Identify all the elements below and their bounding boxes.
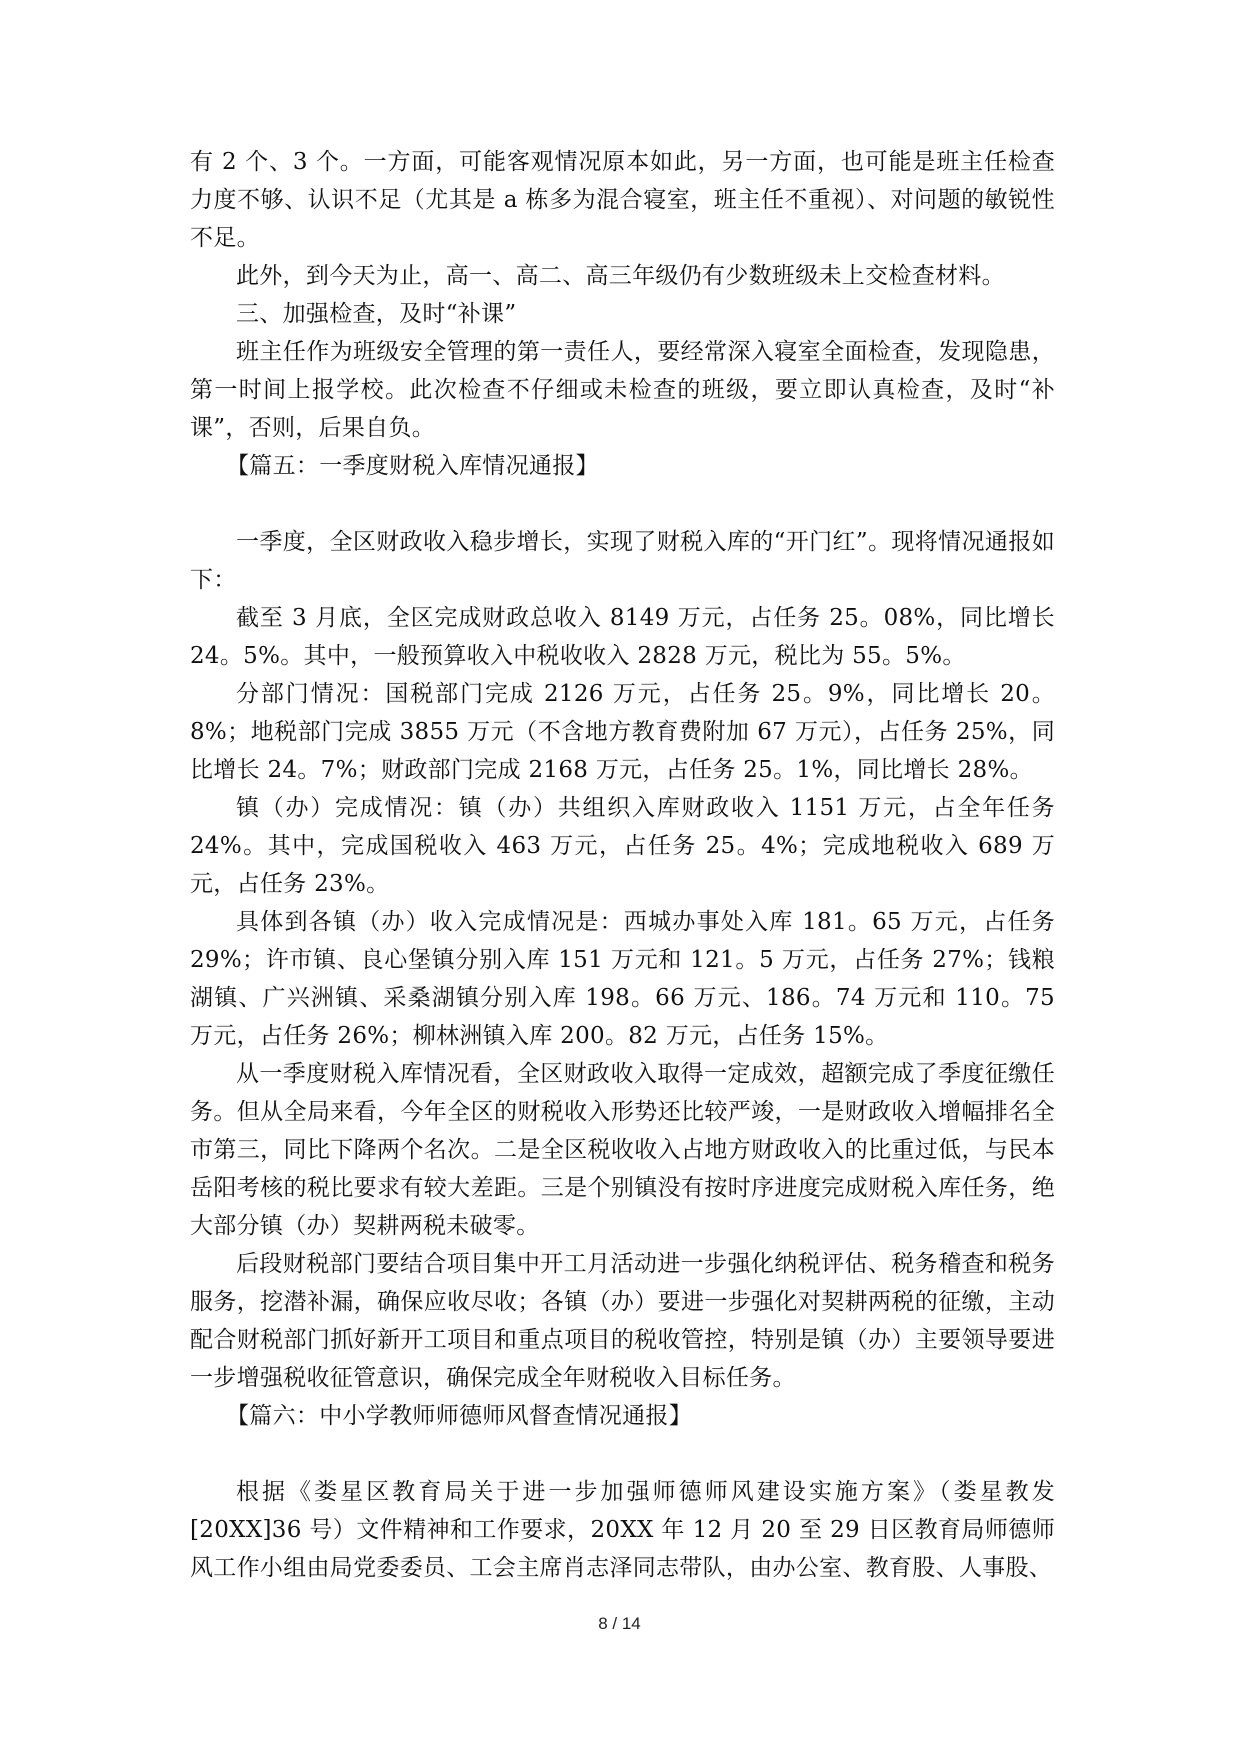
paragraph: 后段财税部门要结合项目集中开工月活动进一步强化纳税评估、税务稽查和税务服务，挖潜补漏，确保应收尽收；各镇（办）要进一步强化对契耕两税的征缴，主动配合财税部门抓好新开工项目和重点项目的税收管控，特别是镇（办）主要领导要进一步增强税收征管意识，确保完成全年财税收入目标任务。 — [190, 1251, 1055, 1391]
paragraph: 此外，到今天为止，高一、高二、高三年级仍有少数班级未上交检查材料。 — [236, 263, 1005, 289]
paragraph: 有 2 个、3 个。一方面，可能客观情况原本如此，另一方面，也可能是班主任检查力度不够、认识不足（尤其是 a 栋多为混合寝室，班主任不重视）、对问题的敏锐性不足。 — [190, 149, 1055, 251]
document-body — [190, 143, 1055, 1587]
paragraph: 从一季度财税入库情况看，全区财政收入取得一定成效，超额完成了季度征缴任务。但从全局来看，今年全区的财税收入形势还比较严竣，一是财政收入增幅排名全市第三，同比下降两个名次。二是全区税收收入占地方财政收入的比重过低，与民本岳阳考核的税比要求有较大差距。三是个别镇没有按时序进度完成财税入库任务，绝大部分镇（办）契耕两税未破零。 — [190, 1061, 1055, 1239]
paragraph: 一季度，全区财政收入稳步增长，实现了财税入库的“开门红”。现将情况通报如下： — [190, 529, 1055, 593]
section-subheading: 三、加强检查，及时“补课” — [236, 301, 517, 327]
paragraph: 分部门情况：国税部门完成 2126 万元，占任务 25。9%，同比增长 20。8%；地税部门完成 3855 万元（不含地方教育费附加 67 万元），占任务 25%，同比增长 24。7%；财政部门完成 2168 万元，占任务 25。1%，同比增长 28%。 — [190, 681, 1055, 783]
paragraph: 班主任作为班级安全管理的第一责任人，要经常深入寝室全面检查，发现隐患，第一时间上报学校。此次检查不仔细或未检查的班级，要立即认真检查，及时“补课”，否则，后果自负。 — [190, 339, 1055, 441]
article-heading: 【篇五：一季度财税入库情况通报】 — [226, 453, 599, 479]
paragraph: 截至 3 月底，全区完成财政总收入 8149 万元，占任务 25。08%，同比增长 24。5%。其中，一般预算收入中税收收入 2828 万元，税比为 55。5%。 — [190, 605, 1055, 669]
article-heading: 【篇六：中小学教师师德师风督查情况通报】 — [226, 1403, 692, 1429]
paragraph: 镇（办）完成情况：镇（办）共组织入库财政收入 1151 万元，占全年任务 24%。其中，完成国税收入 463 万元，占任务 25。4%；完成地税收入 689 万元，占任务 23%。 — [190, 795, 1055, 897]
paragraph: 根据《娄星区教育局关于进一步加强师德师风建设实施方案》（娄星教发[20XX]36 号）文件精神和工作要求，20XX 年 12 月 20 至 29 日区教育局师德师风工作小组由局党委委员、工会主席肖志泽同志带队，由办公室、教育股、人事股、 — [190, 1479, 1055, 1581]
page-number: 8 / 14 — [598, 1614, 641, 1633]
paragraph: 具体到各镇（办）收入完成情况是：西城办事处入库 181。65 万元，占任务 29%；许市镇、良心堡镇分别入库 151 万元和 121。5 万元，占任务 27%；钱粮湖镇、广兴洲镇、采桑湖镇分别入库 198。66 万元、186。74 万元和 110。75 万元，占任务 26%；柳林洲镇入库 200。82 万元，占任务 15%。 — [190, 909, 1055, 1049]
